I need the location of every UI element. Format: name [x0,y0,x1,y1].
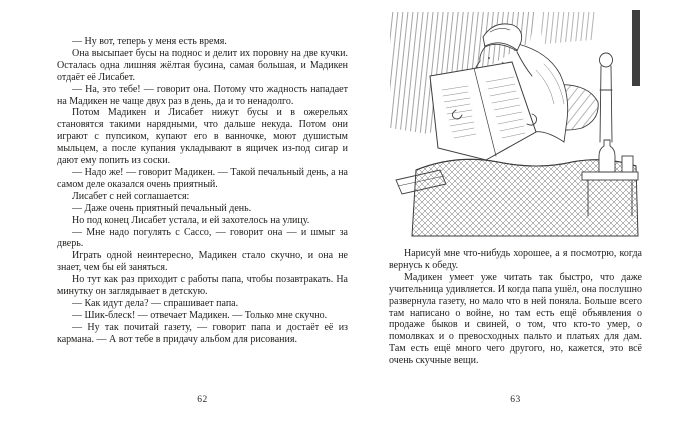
paragraph: Нарисуй мне что-нибудь хорошее, а я посмотрю, когда вернусь к обеду. [389,248,642,271]
paragraph: Она высыпает бусы на поднос и делит их поровну на две кучки. Осталась одна лишняя жёлтая бусина, самая большая, и Мадикен отдаёт её Лисабет. [57,47,348,83]
paragraph: Но под конец Лисабет устала, и ей захотелось на улицу. [72,214,310,226]
paragraph: — Шик-блеск! — отвечает Мадикен. — Только мне скучно. [72,309,328,321]
paragraph: — Надо же! — говорит Мадикен. — Такой печальный день, а на самом деле оказался очень приятный. [57,166,348,190]
left-page-text [57,36,348,346]
paragraph: — Ну так почитай газету, — говорит папа и достаёт её из кармана. — А вот тебе в придачу альбом для рисования. [57,321,348,345]
page-number-left: 62 [197,395,208,405]
paragraph: Потом Мадикен и Лисабет нижут бусы и в ожерельях становятся такими нарядными, что дальше некуда. Потом они играют с пупсиком, купают его в ванночке, моют душистым мыльцем, а после купания укладывают в ящичек из-под сигар и дают ему попить из соски. [57,107,348,167]
paragraph: — Мне надо погулять с Сассо, — говорит она — и шмыг за дверь. [57,226,348,250]
paragraph: — Ну вот, теперь у меня есть время. [72,36,227,47]
paragraph: — На, это тебе! — говорит она. Потому что жадность нападает на Мадикен не чаще двух раз в день, да и то ненадолго. [57,83,348,107]
book-illustration-papa-reading-newspaper [386,10,642,238]
page-right [337,0,674,429]
paragraph: Мадикен умеет уже читать так быстро, что даже учительница удивляется. И когда папа ушёл, она послушно развернула газету, но мало что в ней поняла. Больше всего там написано о войне, но там есть ещё объявления о продаже быков и свиней, о том, что кто-то умер, о помолвках и о превосходных пальто и платьях для дам. Там есть ещё много чего другого, но, кажется, это всё очень скучные вещи. [389,271,642,367]
paragraph: — Как идут дела? — спрашивает папа. [72,297,239,309]
paragraph: Играть одной неинтересно, Мадикен стало скучно, и она не знает, чем бы ей заняться. [57,250,348,274]
right-page-text [389,248,642,367]
illustration-drawing [386,10,642,238]
paragraph: Лисабет с ней соглашается: [72,190,190,202]
paragraph: Но тут как раз приходит с работы папа, чтобы позавтракать. На минутку он заглядывает в детскую. [57,274,348,298]
page-number-right: 63 [510,395,521,405]
paragraph: — Даже очень приятный печальный день. [72,202,252,214]
